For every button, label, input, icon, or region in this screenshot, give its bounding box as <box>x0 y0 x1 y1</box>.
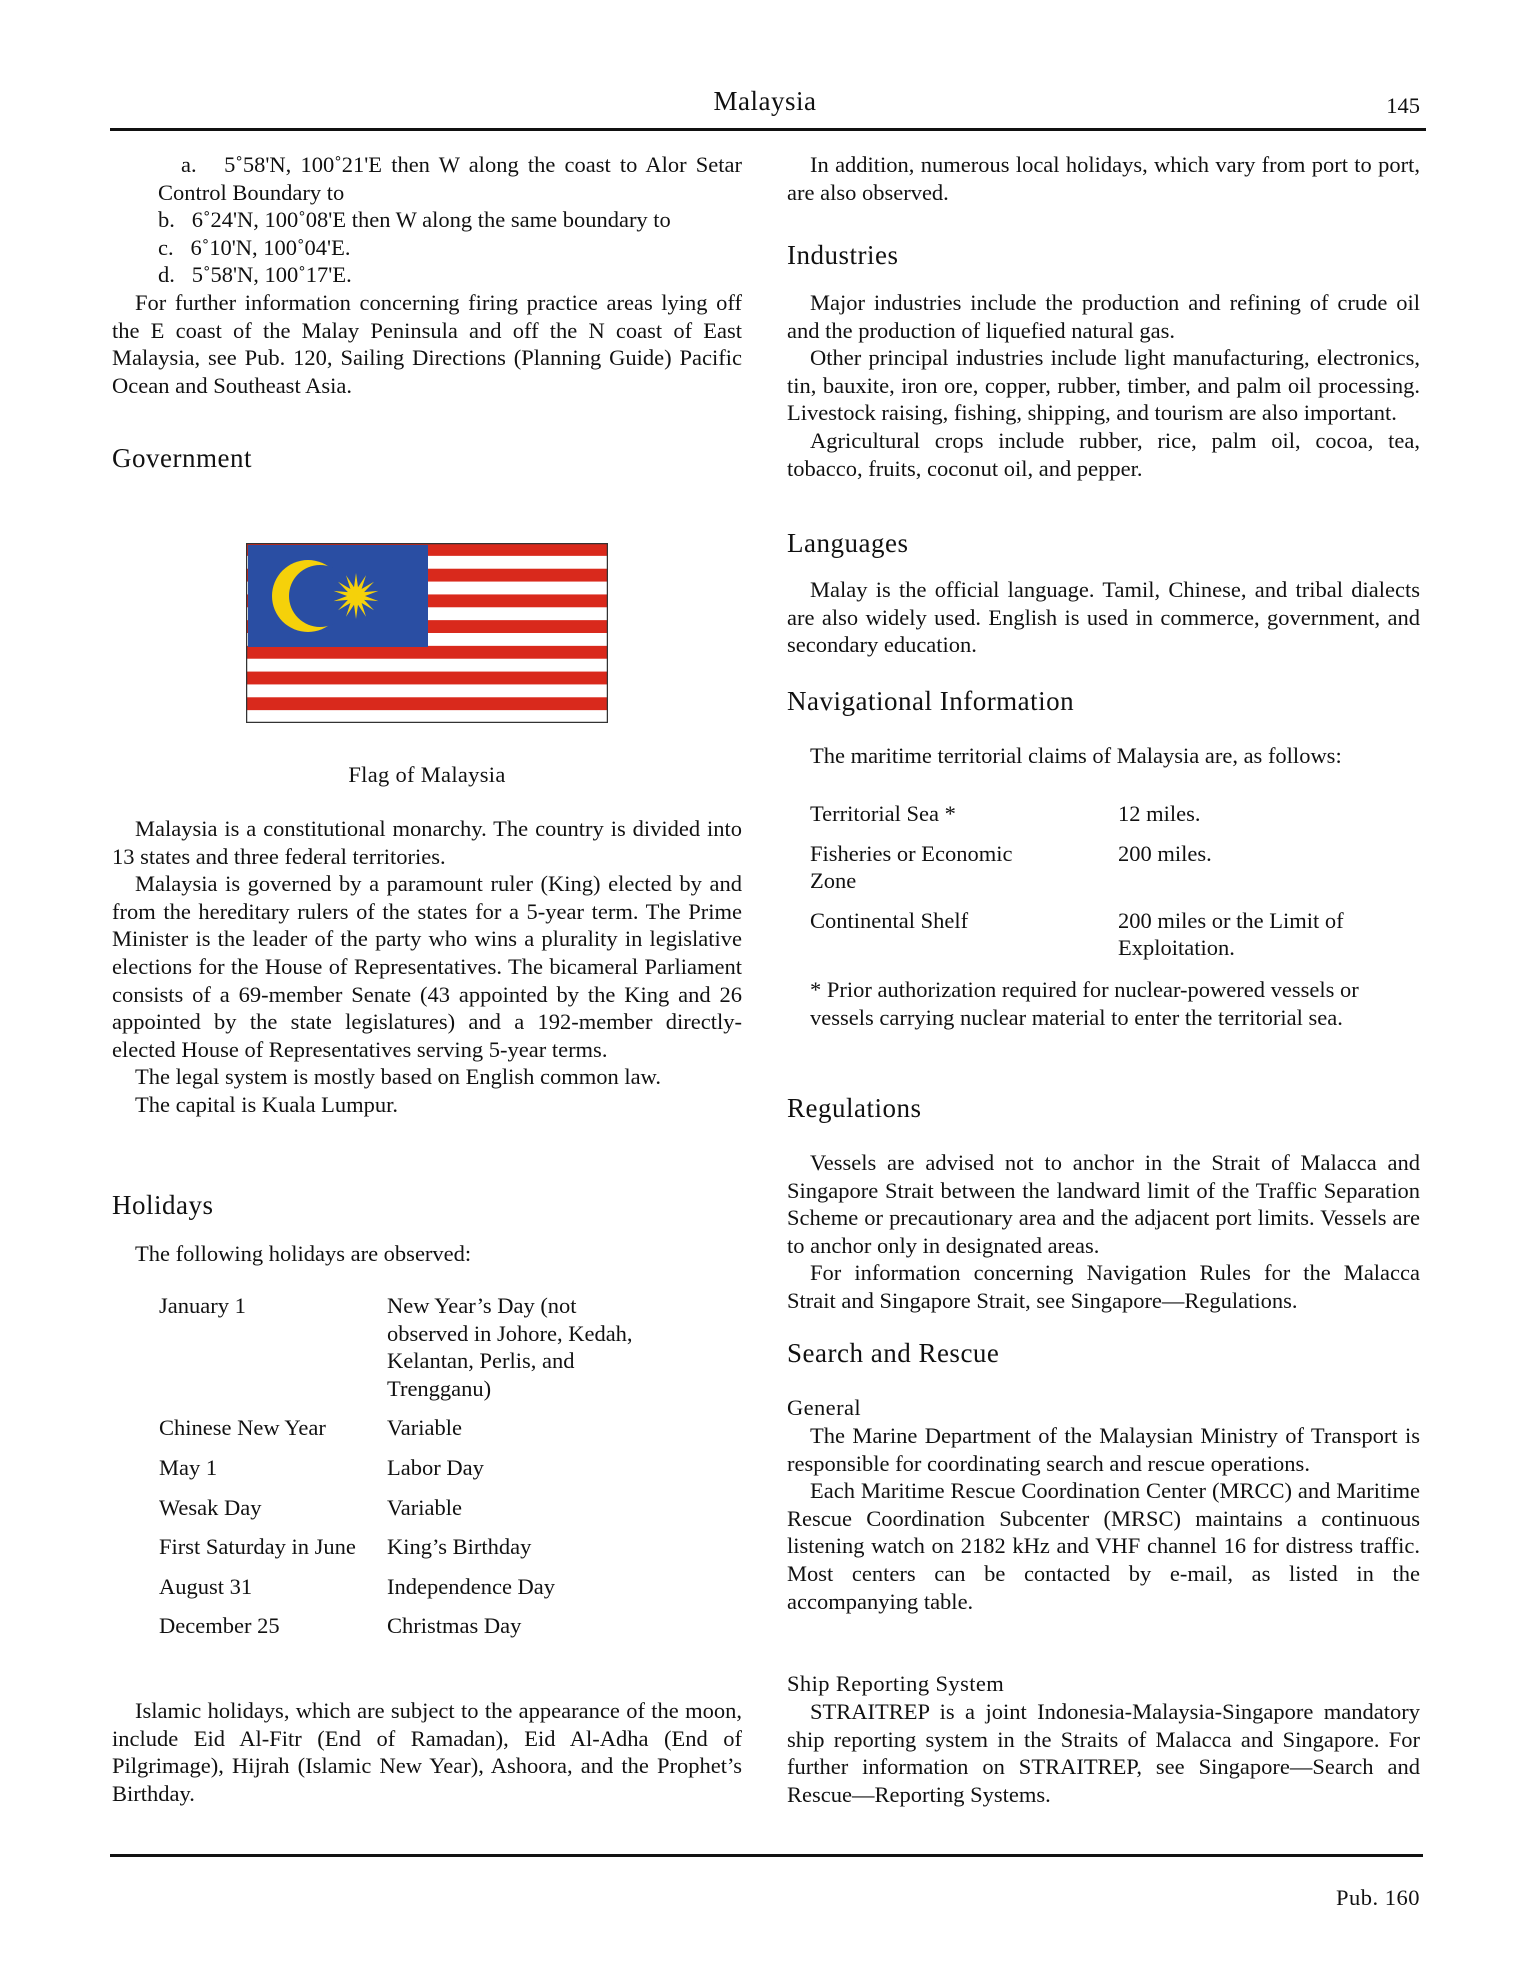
paragraph: Agricultural crops include rubber, rice, palm oil, cocoa, tea, tobacco, fruits, coconut oil, and pepper. <box>787 427 1420 481</box>
malaysia-flag-image <box>246 543 608 723</box>
paragraph: In addition, numerous local holidays, which vary from port to port, are also observed. <box>787 152 1420 205</box>
list-item: b. 6˚24'N, 100˚08'E then W along the same boundary to <box>158 207 671 233</box>
regulations-heading: Regulations <box>787 1093 922 1123</box>
list-item: c. 6˚10'N, 100˚04'E. <box>158 234 351 260</box>
claim-value: 200 miles. <box>1118 840 1212 866</box>
list-item: d. 5˚58'N, 100˚17'E. <box>158 262 352 288</box>
paragraph: Major industries include the production and refining of crude oil and the production of liquefied natural gas. <box>787 290 1420 343</box>
table-row <box>159 1494 699 1534</box>
paragraph: Islamic holidays, which are subject to the appearance of the moon, include Eid Al-Fitr (End of Ramadan), Eid Al-Adha (End of Pilgrimage), Hijrah (Islamic New Year), Ashoora, and the Prophet’s Birthday. <box>112 1698 742 1806</box>
page-title: Malaysia <box>713 86 817 116</box>
regulations-text <box>787 1149 1420 1315</box>
holiday-date: December 25 <box>159 1613 280 1639</box>
claim-type: Fisheries or Economic Zone <box>810 840 1013 894</box>
sar-heading: Search and Rescue <box>787 1338 1000 1368</box>
industries-text <box>787 289 1420 482</box>
paragraph: Malaysia is a constitutional monarchy. The country is divided into 13 states and three federal territories. <box>112 816 742 869</box>
navigation-heading: Navigational Information <box>787 686 1075 716</box>
paragraph: Each Maritime Rescue Coordination Center (MRCC) and Maritime Rescue Coordination Subcenter (MRSC) maintains a continuous listening watch on 2182 kHz and VHF channel 16 for distress traffic. Most centers can be contacted by e-mail, as listed in the accompanying table. <box>787 1478 1420 1614</box>
paragraph: The legal system is mostly based on English common law. <box>135 1064 661 1090</box>
paragraph: Malay is the official language. Tamil, Chinese, and tribal dialects are also widely used. English is used in commerce, government, and secondary education. <box>787 577 1420 658</box>
languages-heading: Languages <box>787 528 909 558</box>
navigation-intro: The maritime territorial claims of Malaysia are, as follows: <box>810 743 1342 768</box>
general-subheading: General <box>787 1395 862 1420</box>
holiday-date: May 1 <box>159 1454 218 1480</box>
table-row <box>810 840 1410 907</box>
holiday-date: Chinese New Year <box>159 1415 326 1441</box>
holiday-name: King’s Birthday <box>387 1534 532 1560</box>
table-row <box>810 800 1410 840</box>
holiday-name: Independence Day <box>387 1573 556 1599</box>
industries-heading: Industries <box>787 240 899 270</box>
paragraph: The Marine Department of the Malaysian Ministry of Transport is responsible for coordinating search and rescue operations. <box>787 1423 1420 1476</box>
claim-type: Continental Shelf <box>810 907 969 933</box>
table-row <box>159 1612 699 1652</box>
table-row <box>159 1414 699 1454</box>
local-holidays <box>787 151 1420 206</box>
government-heading: Government <box>112 443 252 473</box>
flag-stripe <box>246 697 608 710</box>
holiday-date: August 31 <box>159 1573 253 1599</box>
table-row <box>810 907 1410 974</box>
holiday-name: Variable <box>387 1494 462 1520</box>
sar-general-text <box>787 1422 1420 1615</box>
flag-stripe <box>246 672 608 685</box>
flag-caption: Flag of Malaysia <box>348 762 506 787</box>
holiday-name: Variable <box>387 1415 462 1441</box>
table-row <box>159 1573 699 1613</box>
table-row <box>159 1533 699 1573</box>
paragraph: Other principal industries include light manufacturing, electronics, tin, bauxite, iron ore, copper, rubber, timber, and palm oil processing. Livestock raising, fishing, shipping, and tourism are also important. <box>787 345 1420 426</box>
claim-value: 12 miles. <box>1118 801 1201 826</box>
firing-paragraph: For further information concerning firing practice areas lying off the E coast of the Malay Peninsula and off the N coast of East Malaysia, see Pub. 120, Sailing Directions (Planning Guide) Pacific Ocean and Southeast Asia. <box>112 289 742 398</box>
paragraph: STRAITREP is a joint Indonesia-Malaysia-Singapore mandatory ship reporting system in the Straits of Malacca and Singapore. For further information on STRAITREP, see Singapore—Search and Rescue—Reporting Systems. <box>787 1699 1420 1807</box>
claim-type: Territorial Sea * <box>810 801 956 826</box>
ship-reporting-text <box>787 1698 1420 1808</box>
government-text <box>112 815 742 1119</box>
holiday-date: January 1 <box>159 1293 246 1318</box>
claim-value: 200 miles or the Limit of Exploitation. <box>1118 907 1344 961</box>
navigation-note: * Prior authorization required for nuclear-powered vessels or vessels carrying nuclear material to enter the territorial sea. <box>810 977 1359 1030</box>
list-item: a. 5˚58'N, 100˚21'E then W along the coast to Alor Setar Control Boundary to <box>158 152 742 205</box>
footer-rule <box>110 1854 1423 1857</box>
ship-reporting-subheading: Ship Reporting System <box>787 1671 1005 1696</box>
holiday-name: New Year’s Day (not observed in Johore, Kedah, Kelantan, Perlis, and Trengganu) <box>387 1293 633 1401</box>
left-column <box>112 151 742 399</box>
maritime-claims-table <box>810 800 1410 974</box>
islamic-holidays <box>112 1697 742 1807</box>
holidays-intro: The following holidays are observed: <box>135 1241 472 1266</box>
header-rule <box>110 128 1426 131</box>
languages-text <box>787 576 1420 659</box>
paragraph: For information concerning Navigation Rules for the Malacca Strait and Singapore Strait, see Singapore—Regulations. <box>787 1260 1420 1313</box>
publication-number: Pub. 160 <box>1335 1885 1420 1910</box>
page-number: 145 <box>1386 93 1420 118</box>
paragraph: Vessels are advised not to anchor in the Strait of Malacca and Singapore Strait between the landward limit of the Traffic Separation Scheme or precautionary area and the adjacent port limits. Vessels are to anchor only in designated areas. <box>787 1150 1420 1258</box>
table-row <box>159 1292 699 1414</box>
paragraph: The capital is Kuala Lumpur. <box>135 1091 399 1117</box>
paragraph: Malaysia is governed by a paramount ruler (King) elected by and from the hereditary rulers of the states for a 5-year term. The Prime Minister is the leader of the party who wins a plurality in legislative elections for the House of Representatives. The bicameral Parliament consists of a 69-member Senate (43 appointed by the King and 26 appointed by the state legislatures) and a 192-member directly-elected House of Representatives serving 5-year terms. <box>112 871 742 1062</box>
holidays-table <box>159 1292 699 1652</box>
holiday-name: Labor Day <box>387 1454 484 1480</box>
table-row <box>159 1454 699 1494</box>
holidays-heading: Holidays <box>112 1190 214 1220</box>
holiday-date: Wesak Day <box>159 1494 262 1520</box>
flag-stripe <box>246 646 608 659</box>
holiday-date: First Saturday in June <box>159 1534 356 1560</box>
holiday-name: Christmas Day <box>387 1613 522 1639</box>
